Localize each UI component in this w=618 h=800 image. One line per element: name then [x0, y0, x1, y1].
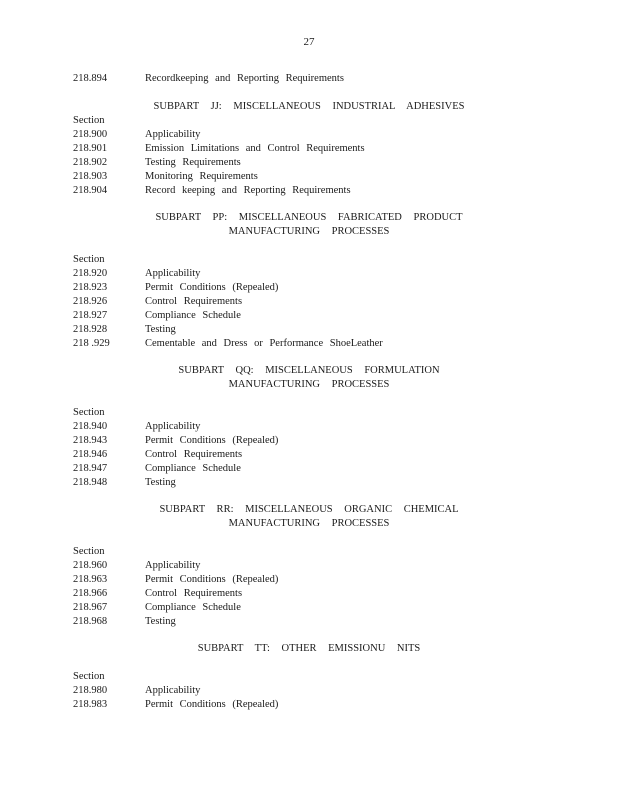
section-number: 218.900	[73, 129, 108, 140]
section-title: Compliance Schedule	[145, 602, 241, 613]
section-title: Recordkeeping and Reporting Requirements	[145, 73, 344, 84]
section-label: Section	[73, 546, 105, 557]
section-number: 218.904	[73, 185, 108, 196]
section-number: 218.901	[73, 143, 108, 154]
subpart-heading: SUBPART QQ: MISCELLANEOUS FORMULATION	[178, 365, 440, 376]
page-number: 27	[303, 36, 315, 48]
section-title: Control Requirements	[145, 296, 243, 307]
section-label: Section	[73, 671, 105, 682]
section-title: Applicability	[145, 268, 201, 279]
section-number: 218.947	[73, 463, 108, 474]
section-label: Section	[73, 407, 105, 418]
section-number: 218.968	[73, 616, 108, 627]
section-number: 218.940	[73, 421, 108, 432]
section-title: Emission Limitations and Control Requirements	[145, 143, 365, 154]
section-title: Compliance Schedule	[145, 310, 241, 321]
section-number: 218.927	[73, 310, 108, 321]
section-title: Testing Requirements	[145, 157, 241, 168]
section-label: Section	[73, 254, 105, 265]
section-title: Applicability	[145, 560, 201, 571]
section-number: 218 .929	[73, 338, 110, 349]
section-title: Permit Conditions (Repealed)	[145, 699, 279, 710]
section-title: Compliance Schedule	[145, 463, 241, 474]
subpart-heading: SUBPART PP: MISCELLANEOUS FABRICATED PRODUCT	[155, 212, 463, 223]
section-number: 218.948	[73, 477, 108, 488]
section-number: 218.963	[73, 574, 108, 585]
section-number: 218.902	[73, 157, 108, 168]
section-title: Control Requirements	[145, 449, 243, 460]
section-number: 218.980	[73, 685, 108, 696]
subpart-heading-continued: MANUFACTURING PROCESSES	[228, 518, 390, 529]
section-title: Applicability	[145, 129, 201, 140]
section-title: Testing	[145, 477, 176, 488]
section-number: 218.926	[73, 296, 108, 307]
section-number: 218.966	[73, 588, 108, 599]
section-title: Testing	[145, 616, 176, 627]
section-title: Applicability	[145, 421, 201, 432]
subpart-heading: SUBPART RR: MISCELLANEOUS ORGANIC CHEMICAL	[159, 504, 459, 515]
section-title: Permit Conditions (Repealed)	[145, 282, 279, 293]
section-title: Monitoring Requirements	[145, 171, 258, 182]
section-title: Control Requirements	[145, 588, 243, 599]
section-title: Applicability	[145, 685, 201, 696]
section-title: Cementable and Dress or Performance ShoeLeather	[145, 338, 383, 349]
section-title: Permit Conditions (Repealed)	[145, 574, 279, 585]
section-title: Testing	[145, 324, 176, 335]
section-label: Section	[73, 115, 105, 126]
section-title: Record keeping and Reporting Requirements	[145, 185, 351, 196]
section-number: 218.960	[73, 560, 108, 571]
section-title: Permit Conditions (Repealed)	[145, 435, 279, 446]
subpart-heading: SUBPART JJ: MISCELLANEOUS INDUSTRIAL ADHESIVES	[153, 101, 465, 112]
section-number: 218.928	[73, 324, 108, 335]
section-number: 218.967	[73, 602, 108, 613]
subpart-heading-continued: MANUFACTURING PROCESSES	[228, 226, 390, 237]
section-number: 218.983	[73, 699, 108, 710]
section-number: 218.943	[73, 435, 108, 446]
subpart-heading-continued: MANUFACTURING PROCESSES	[228, 379, 390, 390]
section-number: 218.894	[73, 73, 108, 84]
section-number: 218.946	[73, 449, 108, 460]
subpart-heading: SUBPART TT: OTHER EMISSIONU NITS	[197, 643, 421, 654]
section-number: 218.923	[73, 282, 108, 293]
section-number: 218.903	[73, 171, 108, 182]
section-number: 218.920	[73, 268, 108, 279]
